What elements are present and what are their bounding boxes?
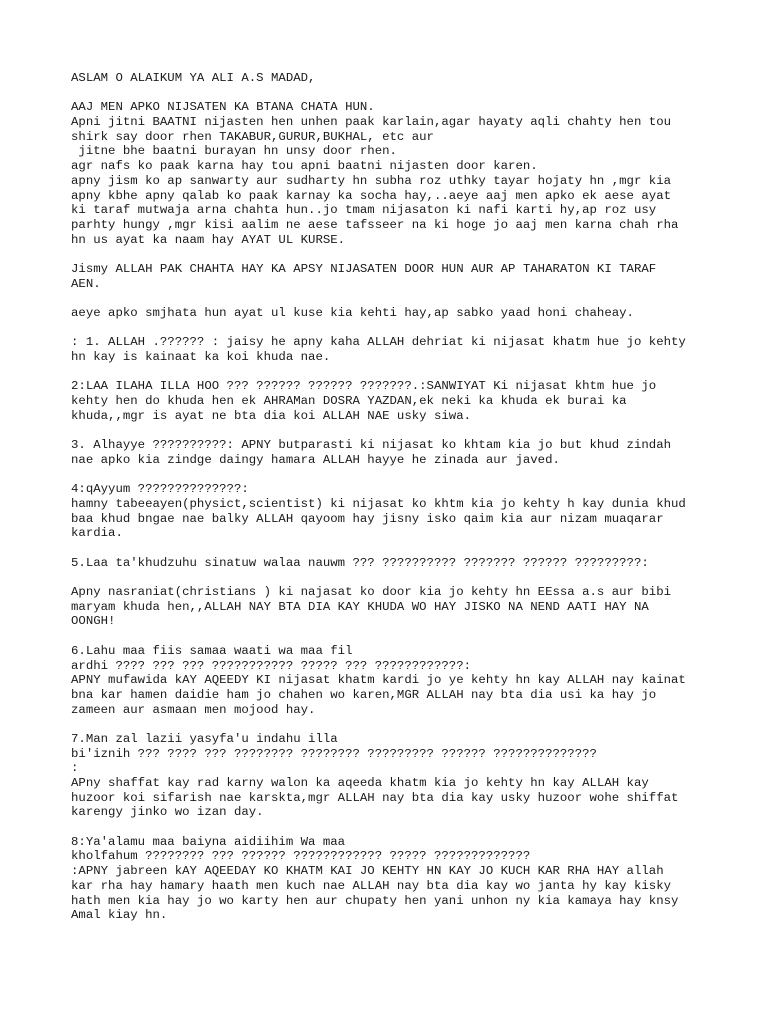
text-line: apny kbhe apny qalab ko paak karnay ka socha hay,..aeye aaj men apko ek aese ayat xyxy=(71,188,672,203)
paragraph xyxy=(71,644,751,717)
text-line: AAJ MEN APKO NIJSATEN KA BTANA CHATA HUN. xyxy=(71,100,375,115)
text-line: 8:Ya'alamu maa baiyna aidiihim Wa maa xyxy=(71,834,346,849)
text-line: khuda,,mgr is ayat ne bta dia koi ALLAH NAE usky siwa. xyxy=(71,408,472,423)
text-line: hath men kia hay jo wo karty hen aur chupaty hen yani unhon ny kia kamaya hay knsy xyxy=(71,893,679,908)
paragraph xyxy=(71,556,751,571)
text-line: : 1. ALLAH .?????? : jaisy he apny kaha ALLAH dehriat ki nijasat khatm hue jo kehty xyxy=(71,335,686,350)
paragraph xyxy=(71,438,751,467)
text-line: shirk say door rhen TAKABUR,GURUR,BUKHAL, etc aur xyxy=(71,129,434,144)
text-line: hn us ayat ka naam hay AYAT UL KURSE. xyxy=(71,232,346,247)
paragraph xyxy=(71,71,751,86)
paragraph xyxy=(71,335,751,364)
paragraph xyxy=(71,306,751,321)
text-line: kardia. xyxy=(71,526,123,541)
text-line: apny jism ko ap sanwarty aur sudharty hn subha roz uthky tayar hojaty hn ,mgr kia xyxy=(71,173,672,188)
text-line: 4:qAyyum ??????????????: xyxy=(71,482,249,497)
text-line: 3. Alhayye ??????????: APNY butparasti ki nijasat ko khtam kia jo but khud zindah xyxy=(71,438,672,453)
paragraph xyxy=(71,262,751,291)
paragraph xyxy=(71,379,751,423)
text-line: zameen aur asmaan men mojood hay. xyxy=(71,702,316,717)
text-line: karengy jinko wo izan day. xyxy=(71,805,264,820)
text-line: OONGH! xyxy=(71,614,116,629)
text-line: aeye apko smjhata hun ayat ul kuse kia kehti hay,ap sabko yaad honi chaheay. xyxy=(71,306,634,320)
text-line: agr nafs ko paak karna hay tou apni baatni nijasten door karen. xyxy=(71,159,538,174)
text-line: jitne bhe baatni burayan hn unsy door rhen. xyxy=(71,144,397,159)
text-line: kehty hen do khuda hen ek AHRAMan DOSRA YAZDAN,ek neki ka khuda ek burai ka xyxy=(71,394,627,409)
document-page xyxy=(71,71,751,938)
paragraph xyxy=(71,835,751,923)
text-line: ki taraf mutwaja arna chahta hun..jo tmam nijasaton ki nafi karti hy,ap roz usy xyxy=(71,203,657,218)
text-line: APny shaffat kay rad karny walon ka aqeeda khatm kia jo kehty hn kay ALLAH kay xyxy=(71,776,649,790)
text-line: 7.Man zal lazii yasyfa'u indahu illa xyxy=(71,731,338,746)
paragraph xyxy=(71,585,751,629)
text-line: 6.Lahu maa fiis samaa waati wa maa fil xyxy=(71,643,353,658)
text-line: 5.Laa ta'khudzuhu sinatuw walaa nauwm ??? ?????????? ??????? ?????? ?????????: xyxy=(71,555,649,570)
text-line: parhty hungy ,mgr kisi aalim ne aese tafsseer na ki hoge jo aaj men karna chah rha xyxy=(71,217,679,232)
text-line: bna kar hamen daidie ham jo chahen wo karen,MGR ALLAH nay bta dia usi ka hay jo xyxy=(71,687,657,702)
text-line: :APNY jabreen kAY AQEEDAY KO KHATM KAI JO KEHTY HN KAY JO KUCH KAR RHA HAY allah xyxy=(71,864,664,879)
text-line: Amal kiay hn. xyxy=(71,908,168,923)
text-line: 2:LAA ILAHA ILLA HOO ??? ?????? ?????? ???????.:SANWIYAT Ki nijasat khtm hue jo xyxy=(71,379,657,394)
text-line: AEN. xyxy=(71,276,101,291)
text-line: APNY mufawida kAY AQEEDY KI nijasat khatm kardi jo ye kehty hn kay ALLAH nay kainat xyxy=(71,673,686,688)
text-line: : xyxy=(71,761,79,776)
text-line: baa khud bngae nae balky ALLAH qayoom hay jisny isko qaim kia aur nizam muaqarar xyxy=(71,511,664,526)
paragraph xyxy=(71,482,751,541)
text-line: hn kay is kainaat ka koi khuda nae. xyxy=(71,350,331,365)
text-line: ardhi ???? ??? ??? ??????????? ????? ??? ????????????: xyxy=(71,658,472,673)
text-line: huzoor koi sifarish nae karskta,mgr ALLAH nay bta dia kay usky huzoor wohe shiffat xyxy=(71,790,679,805)
text-line: kholfahum ???????? ??? ?????? ???????????? ????? ????????????? xyxy=(71,849,531,864)
text-line: Apny nasraniat(christians ) ki najasat ko door kia jo kehty hn EEssa a.s aur bibi xyxy=(71,585,672,600)
paragraph xyxy=(71,100,751,247)
text-line: kar rha hay hamary haath men kuch nae ALLAH nay bta dia kay wo janta hy kay kisky xyxy=(71,878,672,893)
text-line: Apni jitni BAATNI nijasten hen unhen paak karlain,agar hayaty aqli chahty hen tou xyxy=(71,115,672,130)
text-line: Jismy ALLAH PAK CHAHTA HAY KA APSY NIJASATEN DOOR HUN AUR AP TAHARATON KI TARAF xyxy=(71,261,657,276)
text-line: maryam khuda hen,,ALLAH NAY BTA DIA KAY KHUDA WO HAY JISKO NA NEND AATI HAY NA xyxy=(71,599,649,614)
text-line: bi'iznih ??? ???? ??? ???????? ???????? ????????? ?????? ?????????????? xyxy=(71,746,597,761)
text-line: hamny tabeeayen(physict,scientist) ki nijasat ko khtm kia jo kehty h kay dunia khud xyxy=(71,496,686,511)
paragraph xyxy=(71,732,751,820)
text-line: ASLAM O ALAIKUM YA ALI A.S MADAD, xyxy=(71,71,316,85)
text-line: nae apko kia zindge daingy hamara ALLAH hayye he zinada aur javed. xyxy=(71,452,560,467)
